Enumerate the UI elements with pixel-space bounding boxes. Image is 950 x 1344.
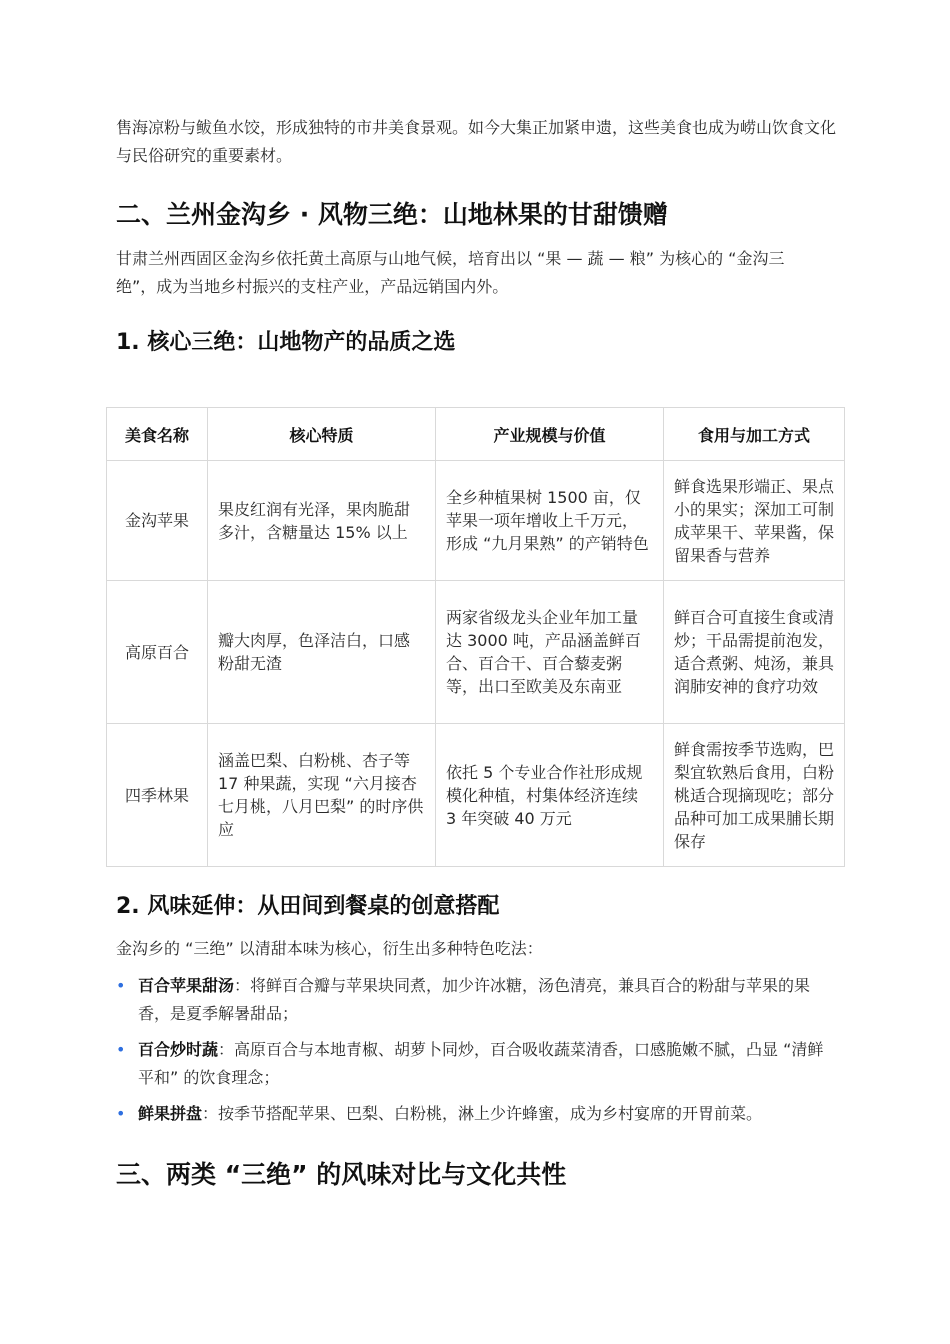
table-header-cell: 食用与加工方式	[664, 408, 845, 461]
usage-cell: 鲜百合可直接生食或清炒；干品需提前泡发，适合煮粥、炖汤，兼具润肺安神的食疗功效	[664, 581, 845, 724]
usage-cell: 鲜食选果形端正、果点小的果实；深加工可制成苹果干、苹果酱，保留果香与营养	[664, 461, 845, 581]
table-header-cell: 产业规模与价值	[436, 408, 664, 461]
recipe-list	[116, 972, 836, 1136]
table-header-row	[107, 408, 845, 461]
table-header-cell: 美食名称	[107, 408, 208, 461]
recipe-title: 鲜果拼盘	[138, 1104, 203, 1123]
subsection-2-intro: 金沟乡的 “三绝” 以清甜本味为核心，衍生出多种特色吃法：	[116, 939, 543, 958]
table-row	[107, 461, 845, 581]
table-header-cell: 核心特质	[208, 408, 436, 461]
list-item	[116, 1100, 836, 1128]
trait-cell: 果皮红润有光泽，果肉脆甜多汁，含糖量达 15% 以上	[208, 461, 436, 581]
table-row	[107, 724, 845, 867]
section-2-heading: 二、兰州金沟乡 · 风物三绝：山地林果的甘甜馈赠	[116, 200, 668, 229]
scale-cell: 全乡种植果树 1500 亩，仅苹果一项年增收上千万元，形成 “九月果熟” 的产销特色	[436, 461, 664, 581]
recipe-text: ：将鲜百合瓣与苹果块同煮，加少许冰糖，汤色清亮，兼具百合的粉甜与苹果的果香，是夏季解暑甜品；	[138, 976, 811, 1023]
recipe-title: 百合炒时蔬	[138, 1040, 219, 1059]
scale-cell: 两家省级龙头企业年加工量达 3000 吨，产品涵盖鲜百合、百合干、百合藜麦粥等，出口至欧美及东南亚	[436, 581, 664, 724]
section-3-heading: 三、两类 “三绝” 的风味对比与文化共性	[116, 1160, 567, 1189]
bullet-icon: •	[116, 1040, 126, 1059]
recipe-text: ：高原百合与本地青椒、胡萝卜同炒，百合吸收蔬菜清香，口感脆嫩不腻，凸显 “清鲜平和” 的饮食理念；	[138, 1040, 824, 1087]
section-2-paragraph: 甘肃兰州西固区金沟乡依托黄土高原与山地气候，培育出以 “果 — 蔬 — 粮” 为核心的 “金沟三绝”，成为当地乡村振兴的支柱产业，产品远销国内外。	[116, 249, 785, 296]
trait-cell: 瓣大肉厚，色泽洁白，口感粉甜无渣	[208, 581, 436, 724]
bullet-icon: •	[116, 1104, 126, 1123]
recipe-text: ：按季节搭配苹果、巴梨、白粉桃，淋上少许蜂蜜，成为乡村宴席的开胃前菜。	[202, 1104, 763, 1123]
list-item	[116, 972, 836, 1028]
food-name-cell: 高原百合	[107, 581, 208, 724]
food-name-cell: 四季林果	[107, 724, 208, 867]
subsection-2-heading: 2. 风味延伸：从田间到餐桌的创意搭配	[116, 894, 500, 919]
food-name-cell: 金沟苹果	[107, 461, 208, 581]
list-item	[116, 1036, 836, 1092]
food-table	[106, 407, 845, 867]
usage-cell: 鲜食需按季节选购，巴梨宜软熟后食用，白粉桃适合现摘现吃；部分品种可加工成果脯长期保存	[664, 724, 845, 867]
bullet-icon: •	[116, 976, 126, 995]
subsection-1-heading: 1. 核心三绝：山地物产的品质之选	[116, 330, 456, 355]
intro-paragraph: 售海凉粉与鲅鱼水饺，形成独特的市井美食景观。如今大集正加紧申遗，这些美食也成为崂山饮食文化与民俗研究的重要素材。	[116, 118, 837, 165]
scale-cell: 依托 5 个专业合作社形成规模化种植，村集体经济连续 3 年突破 40 万元	[436, 724, 664, 867]
trait-cell: 涵盖巴梨、白粉桃、杏子等 17 种果蔬，实现 “六月接杏七月桃，八月巴梨” 的时序供应	[208, 724, 436, 867]
table-row	[107, 581, 845, 724]
recipe-title: 百合苹果甜汤	[138, 976, 235, 995]
